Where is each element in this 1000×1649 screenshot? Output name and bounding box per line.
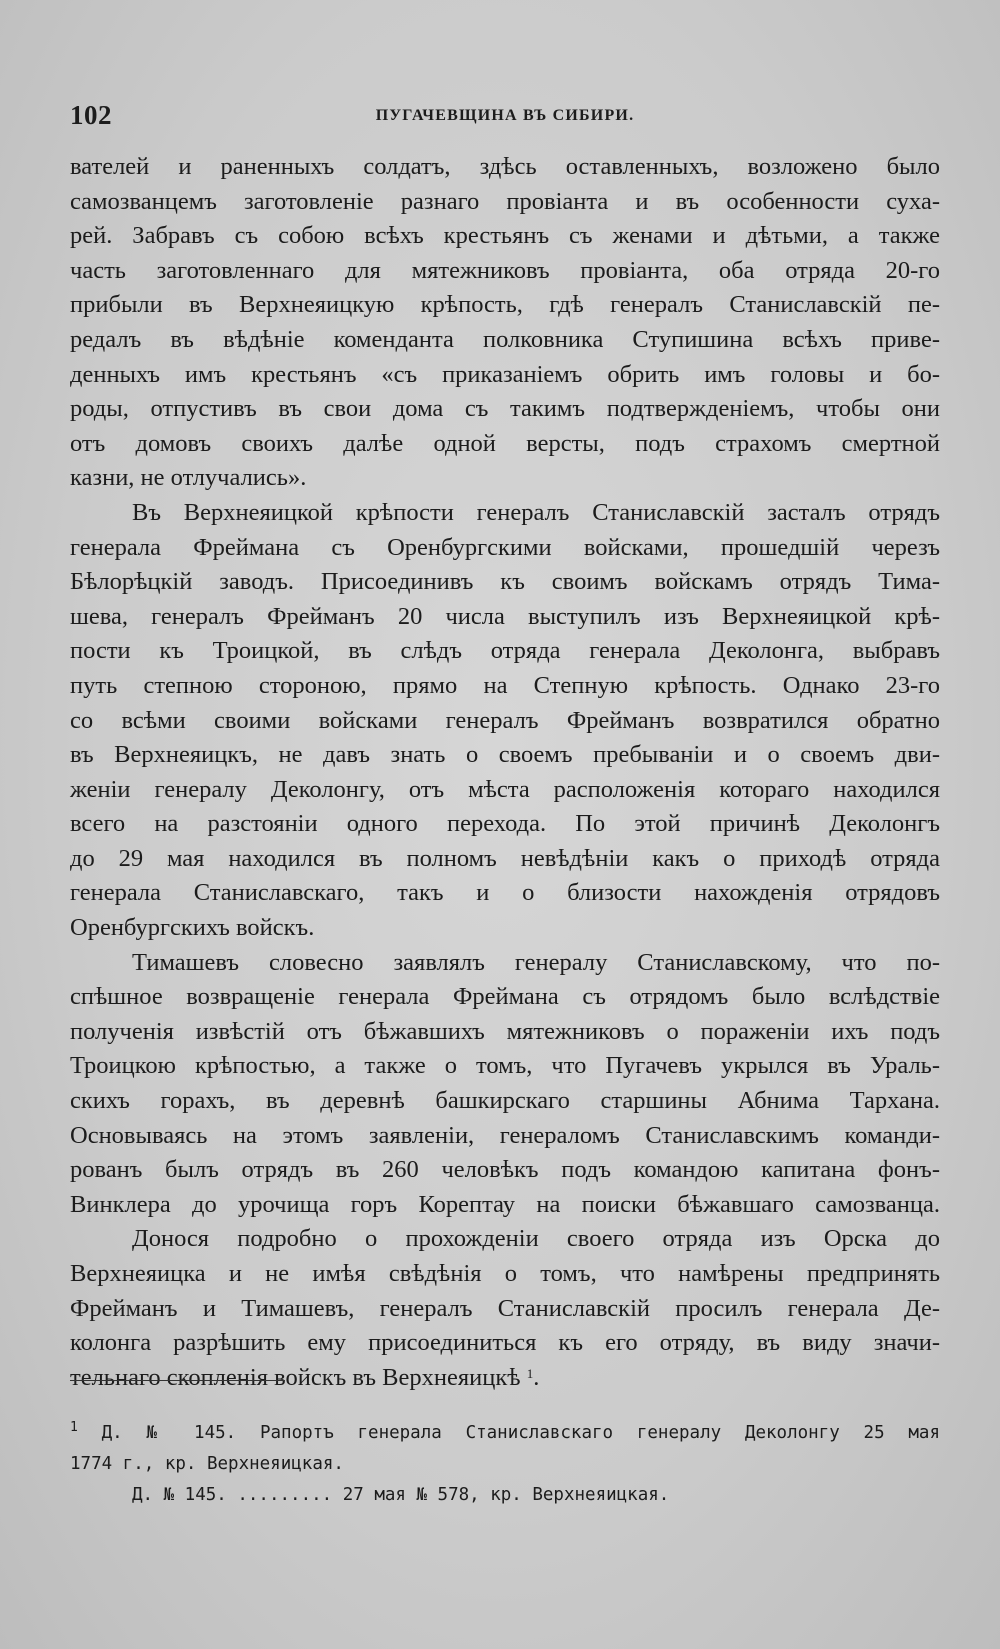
footnote-2-line: Д. № 145. ......... 27 мая № 578, кр. Верхнеяицкая. — [132, 1485, 670, 1505]
text-line-with-note — [70, 1361, 940, 1396]
text-line: женіи генералу Деколонгу, отъ мѣста расположенія котораго находился — [70, 775, 940, 803]
text-fragment: тельнаго скопленія войскъ въ Верхнеяицкѣ — [70, 1363, 521, 1391]
footnote-reference: 1 — [526, 1365, 534, 1381]
running-title: ПУГАЧЕВЩИНА ВЪ СИБИРИ. — [375, 107, 635, 124]
text-line: Тимашевъ словесно заявлялъ генералу Станиславскому, что по- — [132, 948, 940, 976]
text-line: вателей и раненныхъ солдатъ, здѣсь оставленныхъ, возложено было — [70, 153, 940, 180]
text-line: денныхъ имъ крестьянъ «съ приказаніемъ обрить имъ головы и бо- — [70, 360, 940, 388]
text-line: редалъ въ вѣдѣніе коменданта полковника Ступишина всѣхъ приве- — [70, 325, 940, 353]
footnotes — [70, 1418, 940, 1511]
text-line: генерала Фреймана съ Оренбургскими войсками, прошедшій черезъ — [70, 533, 940, 561]
text-line: казни, не отлучались». — [70, 464, 307, 492]
sentence-end: . — [533, 1363, 540, 1391]
footnote-1-line — [70, 1418, 940, 1449]
text-line: путь степною стороною, прямо на Степную крѣпость. Однако 23-го — [70, 671, 940, 699]
text-line: отъ домовъ своихъ далѣе одной версты, подъ страхомъ смертной — [70, 429, 940, 457]
text-line: Верхнеяицка и не имѣя свѣдѣнія о томъ, что намѣрены предпринять — [70, 1260, 940, 1287]
footnote-1-line: 1774 г., кр. Верхнеяицкая. — [70, 1454, 344, 1474]
footnote-divider — [70, 1380, 285, 1381]
text-line: Бѣлорѣцкій заводъ. Присоединивъ къ своимъ войскамъ отрядъ Тима- — [70, 568, 940, 596]
text-line: Основываясь на этомъ заявленіи, генераломъ Станиславскимъ команди- — [70, 1121, 940, 1149]
text-line: прибыли въ Верхнеяицкую крѣпость, гдѣ генералъ Станиславскій пе- — [70, 291, 940, 319]
text-line: скихъ горахъ, въ деревнѣ башкирскаго старшины Абнима Тархана. — [70, 1087, 940, 1115]
text-line: со всѣми своими войсками генералъ Фрейманъ возвратился обратно — [70, 706, 940, 734]
page-header — [70, 100, 940, 134]
paragraph-1 — [70, 150, 940, 496]
text-line: Фрейманъ и Тимашевъ, генералъ Станиславскій просилъ генерала Де- — [70, 1294, 940, 1322]
text-line: Винклера до урочища горъ Корептау на поиски бѣжавшаго самозванца. — [70, 1190, 940, 1218]
text-line: всего на разстояніи одного перехода. По этой причинѣ Деколонгъ — [70, 810, 940, 838]
text-line: самозванцемъ заготовленіе разнаго провіанта и въ особенности суха- — [70, 187, 940, 215]
page-number: 102 — [70, 100, 112, 130]
text-line: генерала Станиславскаго, такъ и о близости нахожденія отрядовъ — [70, 879, 940, 907]
text-line: въ Верхнеяицкъ, не давъ знать о своемъ пребываніи и о своемъ дви- — [70, 741, 940, 769]
paragraph-4 — [70, 1222, 940, 1395]
text-line: колонга разрѣшить ему присоединиться къ его отряду, въ виду значи- — [70, 1329, 940, 1357]
text-line: Въ Верхнеяицкой крѣпости генералъ Станиславскій засталъ отрядъ — [132, 498, 940, 526]
text-line: шева, генералъ Фрейманъ 20 числа выступилъ изъ Верхнеяицкой крѣ- — [70, 602, 940, 630]
text-line: полученія извѣстій отъ бѣжавшихъ мятежниковъ о пораженіи ихъ подъ — [70, 1017, 940, 1045]
paragraph-2 — [70, 496, 940, 946]
text-line: часть заготовленнаго для мятежниковъ провіанта, оба отряда 20-го — [70, 256, 940, 284]
text-line: Троицкою крѣпостью, а также о томъ, что Пугачевъ укрылся въ Ураль- — [70, 1052, 940, 1080]
text-line: роды, отпустивъ въ свои дома съ такимъ подтвержденіемъ, чтобы они — [70, 395, 940, 423]
text-line: рей. Забравъ съ собою всѣхъ крестьянъ съ женами и дѣтьми, а также — [70, 222, 940, 250]
text-line: Оренбургскихъ войскъ. — [70, 914, 315, 942]
text-line: рованъ былъ отрядъ въ 260 человѣкъ подъ командою капитана фонъ- — [70, 1156, 940, 1184]
text-line: пости къ Троицкой, въ слѣдъ отряда генерала Деколонга, выбравъ — [70, 637, 940, 665]
footnote-marker: 1 — [70, 1420, 78, 1435]
paragraph-3 — [70, 946, 940, 1223]
text-line: Донося подробно о прохожденіи своего отряда изъ Орска до — [132, 1225, 940, 1253]
text-line: спѣшное возвращеніе генерала Фреймана съ отрядомъ было вслѣдствіе — [70, 983, 940, 1011]
body-text — [70, 150, 940, 1395]
footnote-text: Д. № 145. Рапортъ генерала Станиславскаго генералу Деколонгу 25 мая — [101, 1423, 941, 1443]
text-line: до 29 мая находился въ полномъ невѣдѣніи какъ о приходѣ отряда — [70, 844, 940, 872]
